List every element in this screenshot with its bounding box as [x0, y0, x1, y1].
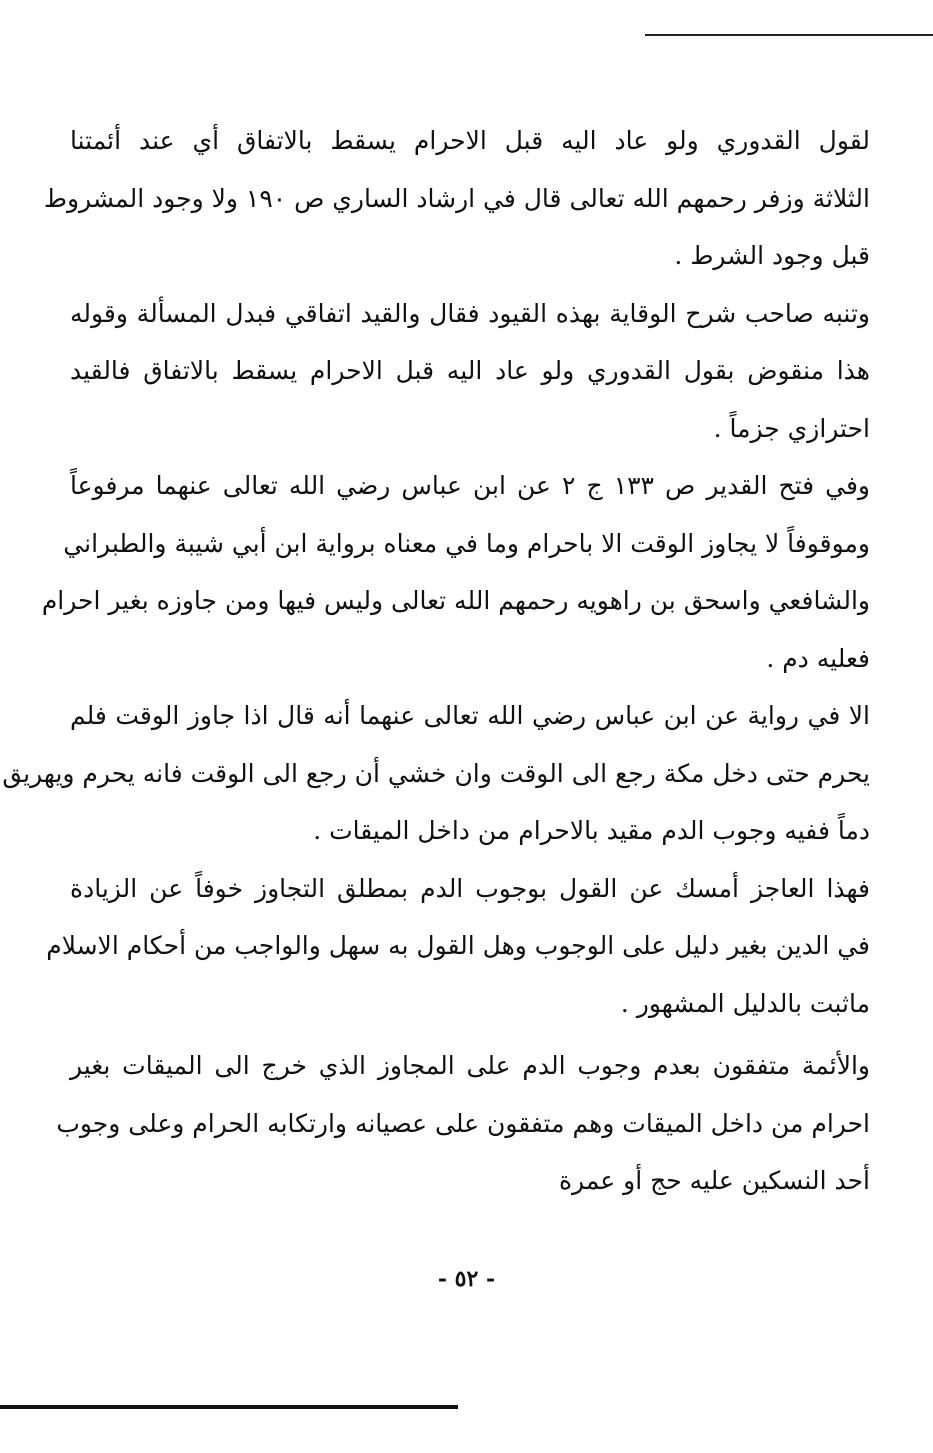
text-line: في الدين بغير دليل على الوجوب وهل القول به سهل والواجب من أحكام الاسلام	[46, 931, 870, 960]
paragraph-2	[70, 285, 870, 458]
text-line: لقول القدوري ولو عاد اليه قبل الاحرام يسقط بالاتفاق أي عند أئمتنا	[70, 126, 870, 155]
text-line: احرام من داخل الميقات وهم متفقون على عصيانه وارتكابه الحرام وعلى وجوب	[56, 1108, 870, 1138]
paragraph-3	[41, 457, 871, 687]
bottom-divider-line	[0, 1405, 458, 1409]
text-line: الثلاثة وزفر رحمهم الله تعالى قال في ارشاد الساري ص ١٩٠ ولا وجود المشروط	[43, 183, 870, 213]
text-line: وموقوفاً لا يجاوز الوقت الا باحرام وما في معناه برواية ابن أبي شيبة والطبراني	[63, 528, 870, 558]
page-number: - ٥٢ -	[437, 1266, 496, 1292]
text-line: فعليه دم .	[766, 643, 870, 673]
text-line: يحرم حتى دخل مكة رجع الى الوقت وان خشي أن رجع الى الوقت فانه يحرم ويهريق	[2, 758, 870, 788]
top-divider-line	[645, 34, 933, 36]
text-line: والشافعي واسحق بن راهويه رحمهم الله تعالى وليس فيها ومن جاوزه بغير احرام	[41, 586, 870, 615]
text-line: الا في رواية عن ابن عباس رضي الله تعالى عنهما أنه قال اذا جاوز الوقت فلم	[70, 701, 870, 730]
text-line: احترازي جزماً .	[713, 413, 870, 443]
paragraph-5	[46, 860, 870, 1033]
text-line: أحد النسكين عليه حج أو عمرة	[558, 1166, 870, 1195]
paragraph-4	[2, 687, 870, 860]
text-line: هذا منقوض بقول القدوري ولو عاد اليه قبل الاحرام يسقط بالاتفاق فالقيد	[70, 356, 870, 385]
paragraph-1	[43, 112, 870, 285]
body-text	[2, 112, 871, 1210]
text-line: قبل وجود الشرط .	[674, 241, 870, 270]
text-line: ماثبت بالدليل المشهور .	[620, 988, 870, 1018]
text-line: دماً ففيه وجوب الدم مقيد بالاحرام من داخل الميقات .	[313, 816, 870, 845]
text-line: فهذا العاجز أمسك عن القول بوجوب الدم بمطلق التجاوز خوفاً عن الزيادة	[70, 873, 870, 903]
text-line: وتنبه صاحب شرح الوقاية بهذه القيود فقال والقيد اتفاقي فبدل المسألة وقوله	[70, 298, 870, 328]
text-line: والأئمة متفقون بعدم وجوب الدم على المجاوز الذي خرج الى الميقات بغير	[70, 1051, 870, 1080]
paragraph-6	[56, 1037, 870, 1210]
text-line: وفي فتح القدير ص ١٣٣ ج ٢ عن ابن عباس رضي الله تعالى عنهما مرفوعاً	[70, 471, 871, 500]
